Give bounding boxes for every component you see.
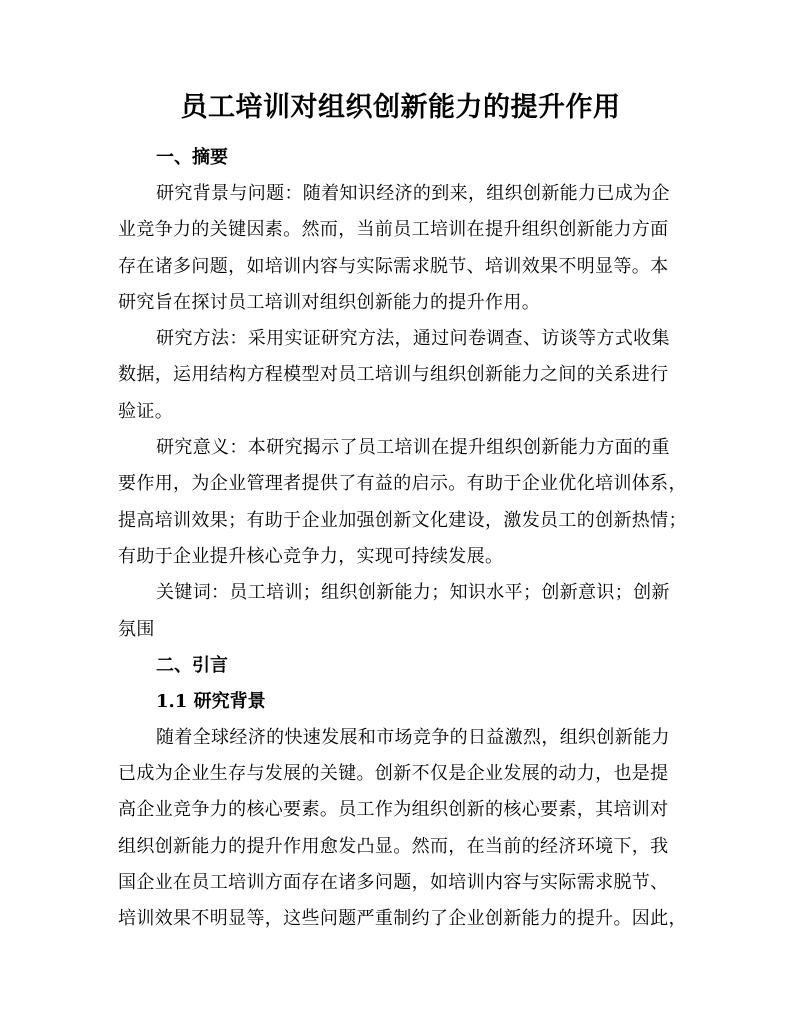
paragraph-research-method <box>118 321 683 430</box>
text-line: 提高培训效果；有助于企业加强创新文化建设，激发员工的创新热情； <box>118 509 687 531</box>
paragraph-research-significance <box>118 430 687 575</box>
subsection-heading-research-background: 1.1 研究背景 <box>156 690 266 712</box>
text-line: 培训效果不明显等，这些问题严重制约了企业创新能力的提升。因此， <box>118 908 687 930</box>
text-line: 关键词：员工培训；组织创新能力；知识水平；创新意识；创新 <box>156 582 670 604</box>
section-heading-introduction: 二、引言 <box>156 654 228 676</box>
paragraph-keywords <box>118 575 683 648</box>
text-line: 有助于企业提升核心竞争力，实现可持续发展。 <box>118 545 504 567</box>
document-title: 员工培训对组织创新能力的提升作用 <box>180 92 621 123</box>
text-line: 国企业在员工培训方面存在诸多问题，如培训内容与实际需求脱节、 <box>118 872 669 894</box>
text-line: 业竞争力的关键因素。然而，当前员工培训在提升组织创新能力方面 <box>118 219 669 241</box>
text-line: 已成为企业生存与发展的关键。创新不仅是企业发展的动力，也是提 <box>118 763 669 785</box>
paragraph-intro-background <box>118 720 687 938</box>
paragraph-research-background <box>118 176 683 321</box>
text-line: 研究方法：采用实证研究方法，通过问卷调查、访谈等方式收集 <box>156 328 670 350</box>
section-heading-abstract: 一、摘要 <box>156 147 228 168</box>
text-line: 随着全球经济的快速发展和市场竞争的日益激烈，组织创新能力 <box>156 726 670 748</box>
document-page <box>118 88 687 938</box>
text-line: 高企业竞争力的核心要素。员工作为组织创新的核心要素，其培训对 <box>118 799 669 821</box>
text-line: 存在诸多问题，如培训内容与实际需求脱节、培训效果不明显等。本 <box>118 255 669 277</box>
text-line: 要作用，为企业管理者提供了有益的启示。有助于企业优化培训体系， <box>118 473 687 495</box>
text-line: 氛围 <box>118 618 155 640</box>
text-line: 验证。 <box>118 400 174 422</box>
text-line: 研究背景与问题：随着知识经济的到来，组织创新能力已成为企 <box>156 183 670 204</box>
text-line: 研究旨在探讨员工培训对组织创新能力的提升作用。 <box>118 291 541 313</box>
text-line: 研究意义：本研究揭示了员工培训在提升组织创新能力方面的重 <box>156 437 670 459</box>
text-line: 组织创新能力的提升作用愈发凸显。然而，在当前的经济环境下，我 <box>118 835 669 857</box>
text-line: 数据，运用结构方程模型对员工培训与组织创新能力之间的关系进行 <box>118 364 669 386</box>
